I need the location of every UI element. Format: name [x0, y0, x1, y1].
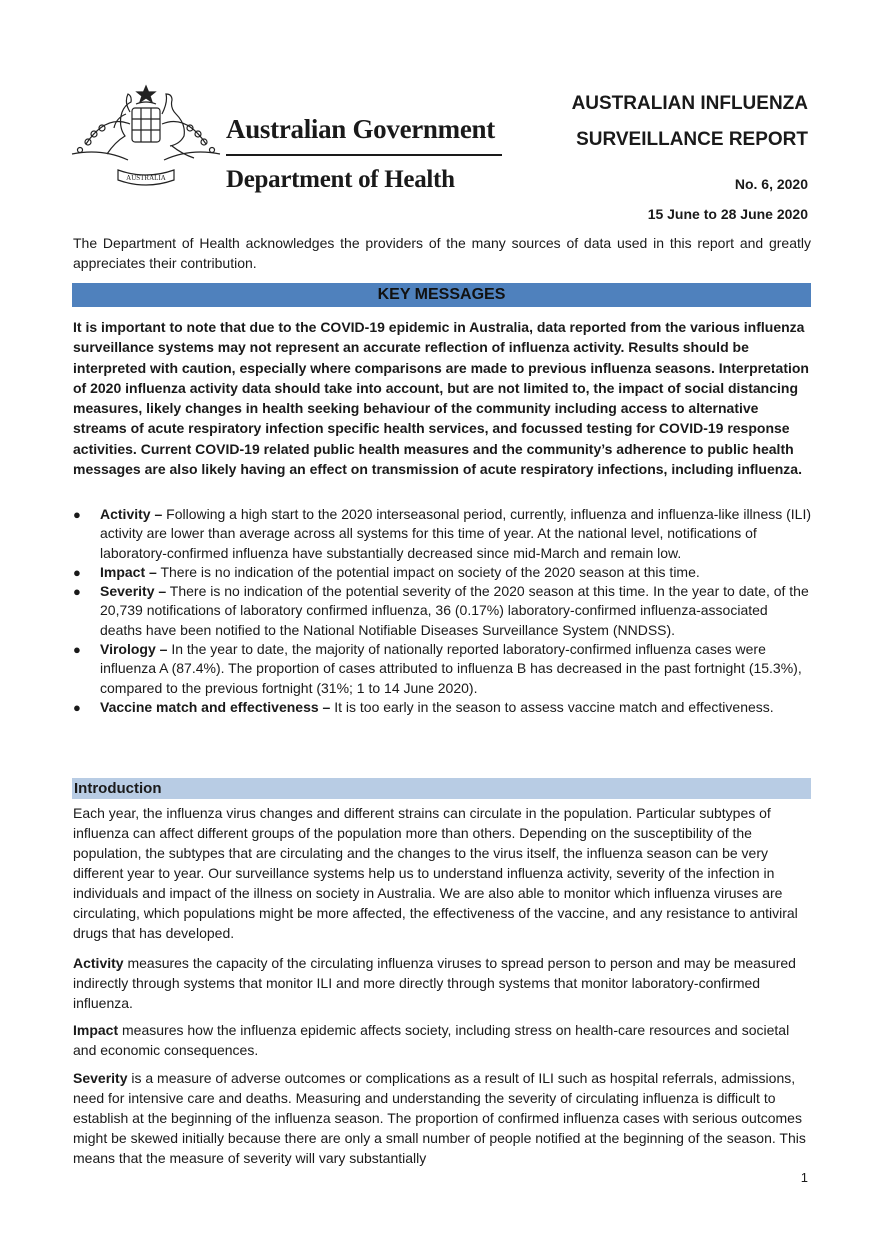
severity-definition: is a measure of adverse outcomes or complications as a result of ILI such as hospital referrals, admissions, need for intensive care and deaths. Measuring and understanding the severity of circulating influenza is difficult to establish at the beginning of the influenza season. The proportion of confirmed influenza cases with serious outcomes might be skewed initially because there are only a small number of people notified at the beginning of the season. This means that the measure of severity will vary substantially [73, 1070, 806, 1166]
bullet-text: It is too early in the season to assess vaccine match and effectiveness. [330, 698, 774, 715]
bullet-text: Following a high start to the 2020 interseasonal period, currently, influenza and influenza-like illness (ILI) activity are lower than average across all systems for this time of year. At the national level, notifications of laboratory-confirmed influenza have substantially decreased since mid-March and remain low. [100, 506, 812, 561]
bullet-label: Severity – [100, 583, 167, 600]
impact-paragraph [73, 1020, 813, 1060]
crest-scroll-text: AUSTRALIA [126, 174, 166, 182]
list-item [73, 640, 813, 698]
bullet-label: Impact – [100, 563, 157, 580]
key-messages-intro: It is important to note that due to the COVID-19 epidemic in Australia, data reported from the various influenza surveillance systems may not represent an accurate reflection of influenza activity. Results should be interpreted with caution, especially where comparisons are made to previous influenza seasons. Interpretation of 2020 influenza activity data should take into account, but are not limited to, the impact of social distancing measures, likely changes in health seeking behaviour of the community including access to alternative streams of acute respiratory infection specific health services, and focussed testing for COVID-19 response activities. Current COVID-19 related public health measures and the community’s adherence to public health messages are also likely having an effect on transmission of acute respiratory infections, including influenza. [73, 319, 809, 478]
bullet-label: Virology – [100, 641, 168, 658]
impact-definition: measures how the influenza epidemic affects society, including stress on health-care resources and societal and economic consequences. [73, 1022, 790, 1058]
commonwealth-star [137, 86, 155, 102]
bullet-text: There is no indication of the potential impact on society of the 2020 season at this time. [156, 563, 700, 580]
coat-of-arms-logo [66, 84, 226, 192]
list-item [73, 563, 813, 582]
list-item [73, 582, 813, 640]
acknowledgement-text: The Department of Health acknowledges the providers of the many sources of data used in this report and greatly appreciates their contribution. [73, 235, 811, 271]
report-date-range: 15 June to 28 June 2020 [647, 206, 808, 222]
department-name: Department of Health [226, 165, 455, 193]
severity-paragraph [73, 1068, 813, 1168]
bullet-icon: ● [73, 584, 81, 600]
report-number: No. 6, 2020 [734, 176, 808, 192]
bullet-label: Activity – [100, 506, 163, 522]
key-messages-list [73, 505, 813, 717]
activity-term: Activity [73, 955, 124, 971]
shield [132, 108, 160, 142]
activity-paragraph [73, 953, 813, 1013]
introduction-heading: Introduction [72, 778, 811, 799]
bullet-label: Vaccine match and effectiveness – [100, 698, 331, 715]
government-branding [226, 112, 506, 195]
government-name: Australian Government [226, 114, 495, 144]
bullet-icon: ● [73, 507, 81, 522]
bullet-icon: ● [73, 642, 81, 658]
activity-definition: measures the capacity of the circulating influenza viruses to spread person to person and may be measured indirectly through systems that monitor ILI and more directly through systems that monitor laboratory-confirmed influenza. [73, 955, 796, 1011]
key-messages-heading: KEY MESSAGES [72, 283, 811, 307]
bullet-text: In the year to date, the majority of nationally reported laboratory-confirmed influenza cases were influenza A (87.4%). The proportion of cases attributed to influenza B has decreased in the past fortnight (15.3%), compared to the previous fortnight (31%; 1 to 14 June 2020). [100, 641, 802, 696]
report-title-line1: AUSTRALIAN INFLUENZA [571, 93, 808, 114]
report-title [478, 86, 808, 158]
page-number: 1 [800, 1170, 808, 1185]
kangaroo [107, 94, 131, 154]
bullet-icon: ● [73, 564, 81, 580]
impact-term: Impact [73, 1022, 119, 1038]
bullet-icon: ● [73, 699, 81, 715]
bullet-text: There is no indication of the potential severity of the 2020 season at this time. In the year to date, of the 20,739 notifications of laboratory confirmed influenza, 36 (0.17%) laboratory-confirmed influenza-associated deaths have been notified to the National Notifiable Diseases Surveillance System (NNDSS). [100, 583, 809, 638]
report-title-line2: SURVEILLANCE REPORT [576, 129, 808, 150]
list-item [73, 505, 813, 563]
introduction-paragraph: Each year, the influenza virus changes and different strains can circulate in the population. Particular subtypes of influenza can affect different groups of the population more than others. Depending on the susceptibility of the population, the subtypes that are circulating and the changes to the virus itself, the influenza season can be very different year to year. Our surveillance systems help us to understand influenza activity, severity of the infection in individuals and impact of the illness on society in Australia. We are also able to monitor which influenza viruses are circulating, which populations might be more affected, the effectiveness of the vaccine, and any resistance to antiviral drugs that has developed. [73, 805, 798, 941]
severity-term: Severity [73, 1070, 128, 1086]
branding-divider [226, 154, 502, 156]
list-item [73, 698, 813, 717]
